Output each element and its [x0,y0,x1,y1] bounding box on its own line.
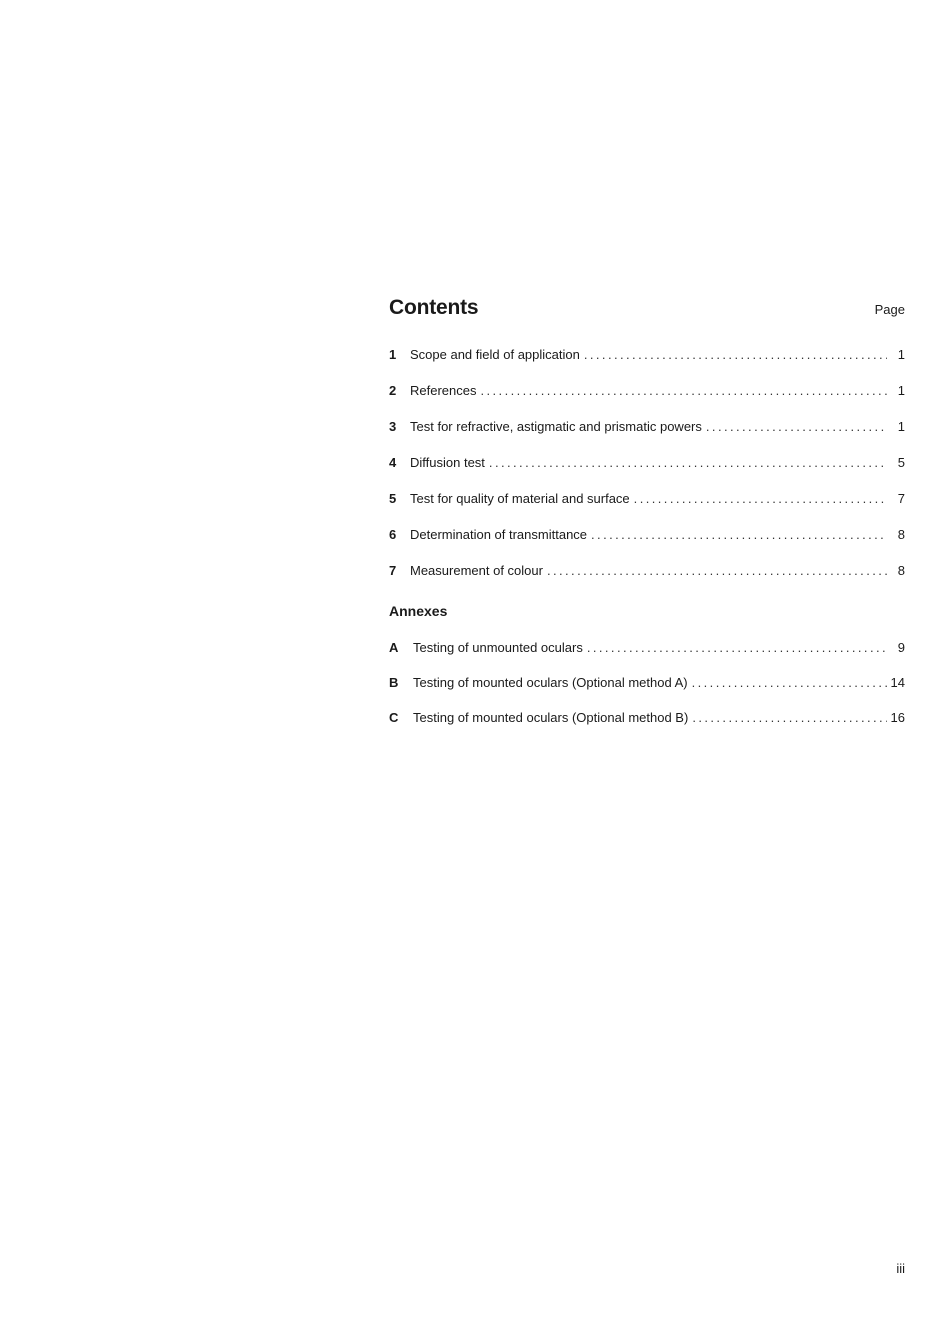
toc-header [389,296,905,332]
toc-title: Contents [389,296,479,319]
dot-leader [480,381,887,401]
dot-leader [584,345,887,365]
toc-entry-number: 3 [389,419,397,434]
toc-annex-letter: C [389,710,399,725]
toc-annex-page: 14 [890,675,905,690]
toc-entry-page: 8 [897,527,905,542]
toc-entry-number: 2 [389,383,397,398]
toc-entry-page: 1 [897,347,905,362]
toc-entry-label: Scope and field of application [410,347,580,362]
dot-leader [706,417,887,437]
toc-entry[interactable] [389,489,905,525]
toc-annex-label: Testing of mounted oculars (Optional method B) [413,710,689,725]
toc-entry-number: 7 [389,563,397,578]
toc-annex-letter: A [389,640,399,655]
toc-entry-page: 1 [897,383,905,398]
dot-leader [692,708,886,728]
toc-entry-page: 7 [897,491,905,506]
toc-annex-entry[interactable] [389,638,905,673]
toc-annex-entry[interactable] [389,673,905,708]
toc-annex-label: Testing of unmounted oculars [413,640,583,655]
toc-entry-label: Test for quality of material and surface [410,491,630,506]
toc-entry[interactable] [389,345,905,381]
toc-entry-label: Diffusion test [410,455,485,470]
dot-leader [692,673,887,693]
toc-annex-label: Testing of mounted oculars (Optional method A) [413,675,688,690]
toc-entry-number: 1 [389,347,397,362]
toc-entry[interactable] [389,417,905,453]
toc-annex-page: 16 [890,710,905,725]
toc-entry[interactable] [389,381,905,417]
toc-annex-letter: B [389,675,399,690]
toc-entry-label: Determination of transmittance [410,527,588,542]
dot-leader [547,561,887,581]
toc-entry-label: References [410,383,477,398]
toc-entry-number: 4 [389,455,397,470]
toc-entry-number: 5 [389,491,397,506]
page-number: iii [896,1261,905,1276]
toc-entry-label: Test for refractive, astigmatic and prismatic powers [410,419,702,434]
dot-leader [634,489,887,509]
dot-leader [591,525,887,545]
toc-entry-page: 5 [897,455,905,470]
toc-entry-page: 8 [897,563,905,578]
toc-page-column-label: Page [874,302,905,317]
toc-entry-number: 6 [389,527,397,542]
toc-entry[interactable] [389,561,905,597]
dot-leader [489,453,887,473]
dot-leader [587,638,887,658]
toc-entry-label: Measurement of colour [410,563,543,578]
toc-entry[interactable] [389,525,905,561]
toc-clause-list [389,345,905,597]
toc-annex-entry[interactable] [389,708,905,743]
annexes-heading: Annexes [389,603,448,619]
toc-annex-page: 9 [897,640,905,655]
toc-entry-page: 1 [897,419,905,434]
toc-entry[interactable] [389,453,905,489]
table-of-contents [389,296,905,743]
toc-annex-list [389,638,905,743]
